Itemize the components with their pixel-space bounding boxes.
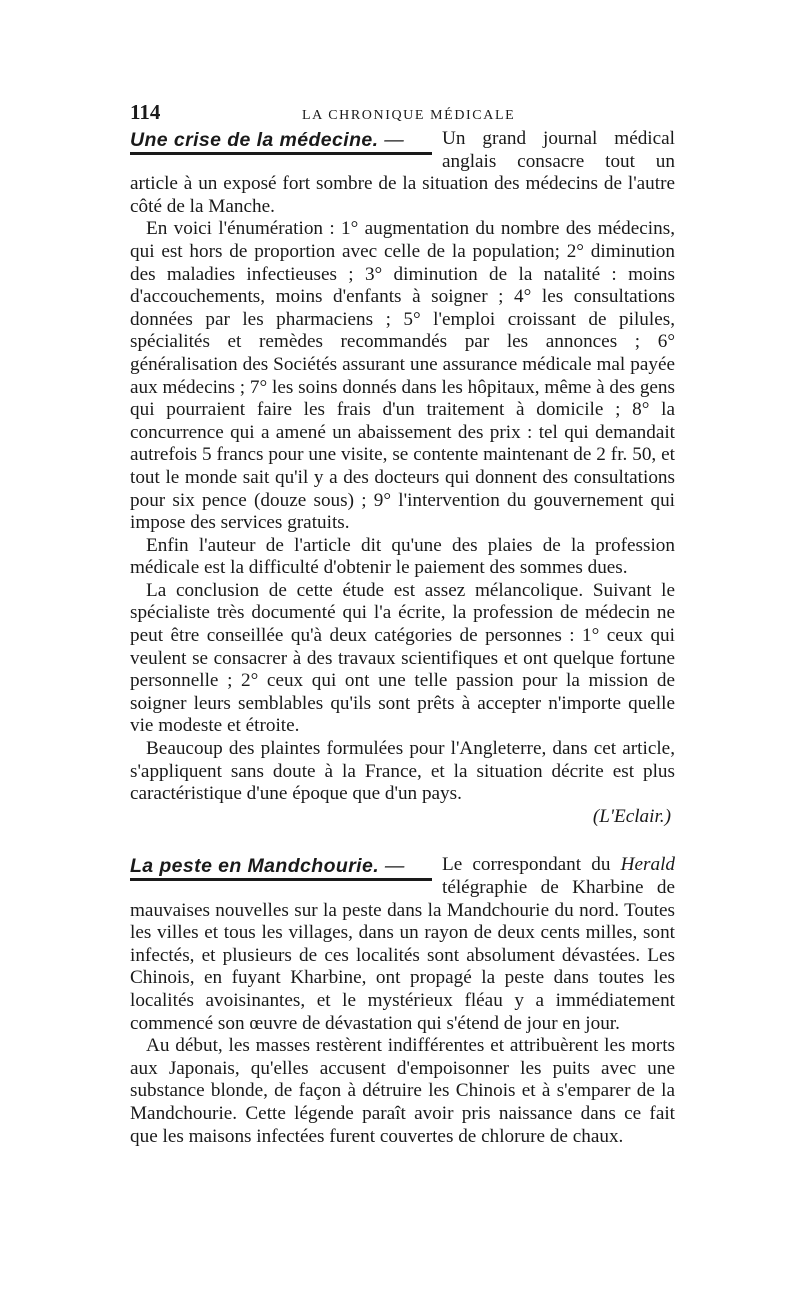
heading-dash: — — [384, 855, 405, 878]
article-heading — [130, 130, 432, 155]
paragraph: Un grand journal médical anglais consacre tout un article à un exposé fort sombre de la situation des médecins de l'autre côté de la Manche. — [130, 128, 675, 217]
heading-dash: — — [384, 129, 405, 151]
paragraph: Au début, les masses restèrent indifférentes et attribuèrent les morts aux Japonais, qu'elles accusent d'empoisonner les puits avec une substance blonde, de façon à détruire les Chinois et à s'emparer de la Mandchourie. Cette légende paraît avoir pris naissance dans ce fait que les maisons infectées furent couvertes de chlorure de chaux. — [130, 1035, 675, 1147]
paragraph — [130, 854, 675, 1035]
lead-text: Le correspondant du — [442, 854, 621, 876]
running-title: LA CHRONIQUE MÉDICALE — [302, 108, 516, 123]
article-heading-text: La peste en Mandchourie. — [130, 855, 380, 878]
article-heading-text: Une crise de la médecine. — [130, 129, 379, 151]
article-crise-medecine — [130, 128, 675, 828]
newspaper-name: Herald — [620, 854, 675, 876]
lead-text-continued: télégraphie de Kharbine de mauvaises nouvelles sur la peste dans la Mandchourie du nord. Toutes les villes et tous les villages, dans un rayon de deux cents milles, sont infectés, et plusieurs de ces localités sont absolument dévastées. Les Chinois, en fuyant Kharbine, ont propagé la peste dans toutes les localités avoisinantes, et le mystérieux fléau y a immédiatement commencé son œuvre de dévastation qui s'étend de jour en jour. — [130, 877, 675, 1034]
paragraph: Beaucoup des plaintes formulées pour l'Angleterre, dans cet article, s'appliquent sans doute à la France, et la situation décrite est plus caractéristique d'une époque que d'un pays. — [130, 738, 675, 805]
paragraph: La conclusion de cette étude est assez mélancolique. Suivant le spécialiste très documenté qui l'a écrite, la profession de médecin ne peut être conseillée qu'à deux catégories de personnes : 1° ceux qui veulent se consacrer à des travaux scientifiques et ont quelque fortune personnelle ; 2° ceux qui ont une telle passion pour la mission de soigner leurs semblables qu'ils sont prêts à accepter n'importe quelle vie modeste et étroite. — [130, 579, 675, 737]
book-page — [130, 100, 675, 1148]
article-peste-mandchourie — [130, 854, 675, 1148]
article-heading — [130, 856, 432, 881]
paragraph: Enfin l'auteur de l'article dit qu'une des plaies de la profession médicale est la difficulté d'obtenir le paiement des sommes dues. — [130, 534, 675, 579]
paragraph: En voici l'énumération : 1° augmentation du nombre des médecins, qui est hors de proportion avec celle de la population; 2° diminution des maladies infectieuses ; 3° diminution de la natalité : moins d'accouchements, moins d'enfants à soigner ; 4° les consultations données par les pharmaciens ; 5° l'emploi croissant de pilules, spécialités et remèdes recommandés par les annonces ; 6° généralisation des Sociétés assurant une assurance médicale mal payée aux médecins ; 7° les soins donnés dans les hôpitaux, même à des gens qui pourraient faire les frais d'un traitement à domicile ; 8° la concurrence qui a amené un abaissement des prix : tel qui demandait autrefois 5 francs pour une visite, se contente maintenant de 2 fr. 50, et tout le monde sait qu'il y a des docteurs qui donnent des consultations pour six pence (douze sous) ; 9° l'intervention du gouvernement qui impose des services gratuits. — [130, 218, 675, 534]
source-citation: (L'Eclair.) — [592, 805, 671, 827]
page-number: 114 — [130, 100, 161, 124]
page-header — [130, 100, 675, 128]
